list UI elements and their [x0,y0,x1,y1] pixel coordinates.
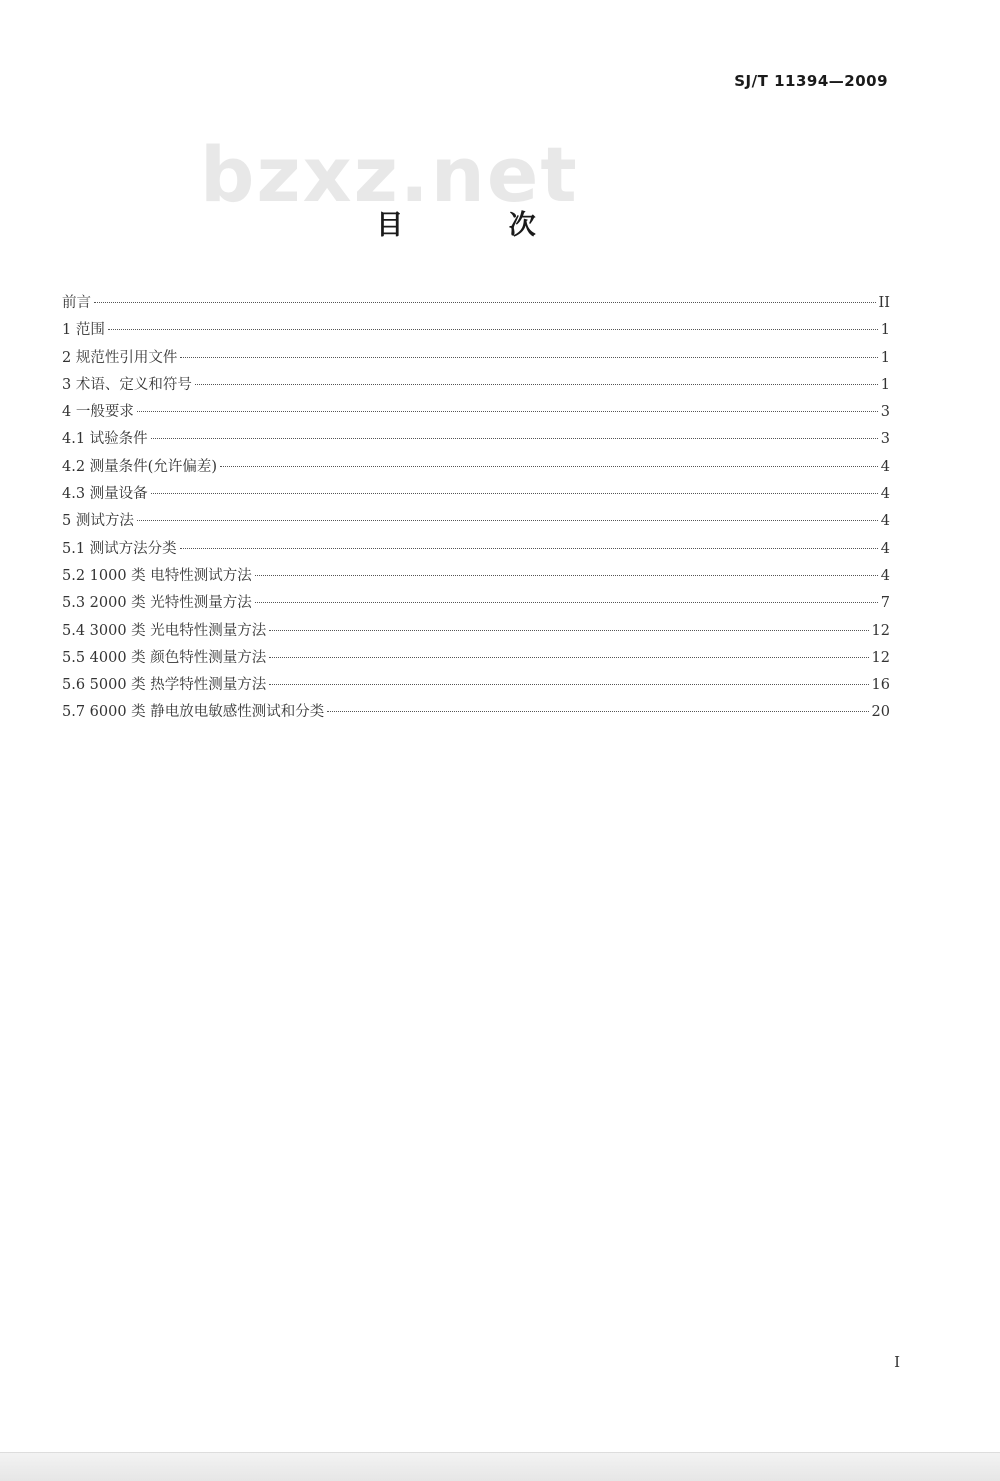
toc-entry-label: 1 范围 [62,322,105,339]
toc-leader-dots [137,520,878,521]
toc-entry-label: 4.2 测量条件(允许偏差) [62,458,217,475]
toc-entry-label: 4.3 测量设备 [62,486,148,503]
toc-entry-label: 2 规范性引用文件 [62,349,178,366]
toc-entry-label: 前言 [62,295,91,311]
bottom-edge-band [0,1452,1000,1481]
toc-entry-label: 5.2 1000 类 电特性测试方法 [62,567,252,584]
toc-entry-3[interactable] [62,373,890,400]
toc-entry-4-1[interactable] [62,427,890,454]
toc-entry-2[interactable] [62,346,890,373]
toc-entry-page: 1 [880,376,890,393]
toc-entry-page: 12 [871,649,890,666]
toc-entry-4[interactable] [62,400,890,427]
page-number: I [894,1353,900,1371]
toc-leader-dots [195,384,878,385]
toc-entry-page: 4 [880,567,890,584]
toc-leader-dots [269,630,868,631]
toc-leader-dots [255,575,878,576]
toc-entry-5-4[interactable] [62,619,890,646]
toc-entry-page: 4 [880,458,890,475]
toc-entry-page: 7 [880,595,890,612]
toc-leader-dots [108,329,878,330]
toc-leader-dots [327,711,868,712]
toc-leader-dots [137,411,878,412]
toc-leader-dots [151,493,878,494]
toc-entry-page: II [878,295,890,311]
toc-leader-dots [151,438,878,439]
toc-entry-page: 12 [871,622,890,639]
toc-entry-foreword[interactable] [62,291,890,318]
toc-entry-page: 4 [880,486,890,503]
toc-entry-5-5[interactable] [62,646,890,673]
watermark-text: bzxz.net [200,130,579,219]
toc-leader-dots [220,466,878,467]
toc-entry-4-2[interactable] [62,455,890,482]
toc-leader-dots [255,602,878,603]
toc-entry-5-6[interactable] [62,673,890,700]
toc-leader-dots [269,684,868,685]
toc-entry-label: 5.6 5000 类 热学特性测量方法 [62,677,267,694]
toc-leader-dots [180,357,877,358]
toc-entry-5-2[interactable] [62,564,890,591]
toc-entry-label: 5.4 3000 类 光电特性测量方法 [62,622,267,639]
toc-entry-1[interactable] [62,318,890,345]
toc-entry-5-1[interactable] [62,537,890,564]
toc-entry-label: 5.7 6000 类 静电放电敏感性测试和分类 [62,704,325,721]
toc-entry-5[interactable] [62,509,890,536]
toc-entry-label: 5.1 测试方法分类 [62,540,177,557]
toc-entry-label: 4.1 试验条件 [62,431,148,448]
toc-entry-label: 4 一般要求 [62,404,134,421]
toc-entry-page: 3 [880,404,890,421]
table-of-contents [62,291,890,728]
toc-entry-page: 16 [871,677,890,694]
toc-entry-5-3[interactable] [62,591,890,618]
toc-entry-page: 4 [880,540,890,557]
standard-code: SJ/T 11394—2009 [734,72,888,90]
toc-entry-label: 5.3 2000 类 光特性测量方法 [62,595,252,612]
toc-entry-page: 3 [880,431,890,448]
toc-leader-dots [94,302,876,303]
toc-entry-label: 5 测试方法 [62,513,134,530]
toc-entry-page: 20 [871,704,890,721]
toc-entry-5-7[interactable] [62,700,890,727]
toc-entry-page: 1 [880,322,890,339]
toc-entry-label: 5.5 4000 类 颜色特性测量方法 [62,649,267,666]
toc-entry-page: 4 [880,513,890,530]
toc-entry-label: 3 术语、定义和符号 [62,376,192,393]
toc-entry-4-3[interactable] [62,482,890,509]
toc-leader-dots [180,548,878,549]
toc-leader-dots [269,657,868,658]
page-title: 目 次 [376,210,584,241]
toc-entry-page: 1 [880,349,890,366]
